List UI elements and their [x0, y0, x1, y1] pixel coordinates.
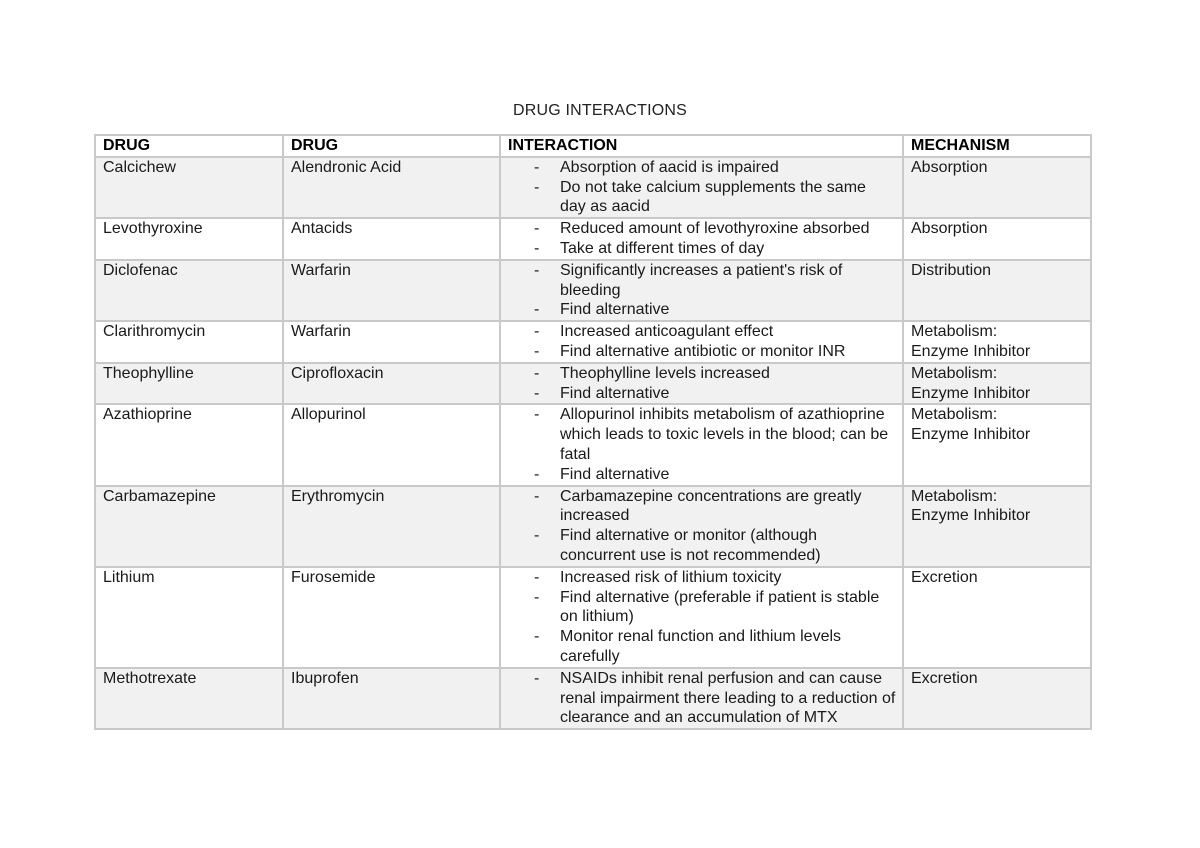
cell-mechanism [903, 668, 1091, 729]
interaction-point: - Increased risk of lithium toxicity [560, 568, 896, 588]
cell-drug-2: Ibuprofen [283, 668, 500, 729]
cell-drug-1: Carbamazepine [95, 486, 283, 567]
header-interaction: INTERACTION [500, 135, 903, 157]
cell-mechanism [903, 363, 1091, 405]
table-row [95, 157, 1091, 218]
mechanism-line: Enzyme Inhibitor [911, 507, 1031, 525]
cell-drug-1: Lithium [95, 567, 283, 668]
interaction-list [508, 669, 896, 728]
interaction-list [508, 261, 896, 320]
interaction-list [508, 568, 896, 667]
cell-drug-2: Alendronic Acid [283, 157, 500, 218]
interaction-list [508, 322, 896, 362]
mechanism-line: Excretion [911, 669, 978, 687]
interaction-point: - Take at different times of day [560, 239, 896, 259]
cell-interaction [500, 404, 903, 485]
table-row [95, 260, 1091, 321]
mechanism-line: Distribution [911, 261, 992, 279]
header-drug-2: DRUG [283, 135, 500, 157]
cell-drug-1: Levothyroxine [95, 218, 283, 260]
cell-drug-2: Allopurinol [283, 404, 500, 485]
mechanism-line: Metabolism: [911, 364, 998, 382]
cell-drug-1: Azathioprine [95, 404, 283, 485]
interaction-list [508, 364, 896, 404]
mechanism-line: Metabolism: [911, 406, 998, 424]
mechanism-line: Enzyme Inhibitor [911, 426, 1031, 444]
mechanism-line: Excretion [911, 568, 978, 586]
cell-interaction [500, 668, 903, 729]
interaction-point: - Find alternative (preferable if patient is stable on lithium) [560, 588, 896, 628]
cell-interaction [500, 218, 903, 260]
table-row [95, 321, 1091, 363]
mechanism-line: Enzyme Inhibitor [911, 342, 1031, 360]
cell-drug-2: Furosemide [283, 567, 500, 668]
cell-interaction [500, 486, 903, 567]
cell-interaction [500, 567, 903, 668]
interaction-point: - NSAIDs inhibit renal perfusion and can cause renal impairment there leading to a reduction of clearance and an accumulation of MTX [560, 669, 896, 728]
table-row [95, 363, 1091, 405]
cell-drug-1: Methotrexate [95, 668, 283, 729]
table-row [95, 218, 1091, 260]
cell-drug-1: Diclofenac [95, 260, 283, 321]
cell-mechanism [903, 404, 1091, 485]
mechanism-line: Enzyme Inhibitor [911, 384, 1031, 402]
interaction-point: - Reduced amount of levothyroxine absorbed [560, 219, 896, 239]
mechanism-line: Absorption [911, 220, 988, 238]
interaction-list [508, 219, 896, 259]
interaction-list [508, 405, 896, 484]
cell-drug-2: Warfarin [283, 321, 500, 363]
interaction-point: - Find alternative [560, 300, 896, 320]
cell-drug-1: Calcichew [95, 157, 283, 218]
interaction-list [508, 158, 896, 217]
cell-mechanism [903, 260, 1091, 321]
interaction-point: - Absorption of aacid is impaired [560, 158, 896, 178]
interaction-point: - Find alternative [560, 465, 896, 485]
page-title: DRUG INTERACTIONS [512, 102, 688, 119]
cell-interaction [500, 157, 903, 218]
table-row [95, 668, 1091, 729]
interaction-point: - Monitor renal function and lithium levels carefully [560, 627, 896, 667]
cell-mechanism [903, 157, 1091, 218]
header-row [95, 135, 1091, 157]
header-mechanism: MECHANISM [903, 135, 1091, 157]
cell-drug-2: Ciprofloxacin [283, 363, 500, 405]
cell-mechanism [903, 321, 1091, 363]
interaction-point: - Allopurinol inhibits metabolism of azathioprine which leads to toxic levels in the blood; can be fatal [560, 405, 896, 464]
interaction-point: - Find alternative [560, 384, 896, 404]
interaction-point: - Find alternative antibiotic or monitor INR [560, 342, 896, 362]
cell-mechanism [903, 486, 1091, 567]
drug-interactions-table [94, 134, 1092, 730]
cell-mechanism [903, 218, 1091, 260]
cell-mechanism [903, 567, 1091, 668]
interaction-point: - Find alternative or monitor (although concurrent use is not recommended) [560, 526, 896, 566]
cell-interaction [500, 260, 903, 321]
table-row [95, 486, 1091, 567]
cell-interaction [500, 363, 903, 405]
cell-drug-1: Clarithromycin [95, 321, 283, 363]
header-drug-1: DRUG [95, 135, 283, 157]
cell-drug-2: Warfarin [283, 260, 500, 321]
mechanism-line: Metabolism: [911, 323, 998, 341]
interaction-point: - Theophylline levels increased [560, 364, 896, 384]
interaction-list [508, 487, 896, 566]
table-row [95, 404, 1091, 485]
cell-drug-1: Theophylline [95, 363, 283, 405]
cell-drug-2: Erythromycin [283, 486, 500, 567]
interaction-point: - Carbamazepine concentrations are greatly increased [560, 487, 896, 527]
interaction-point: - Significantly increases a patient's risk of bleeding [560, 261, 896, 301]
cell-interaction [500, 321, 903, 363]
table-row [95, 567, 1091, 668]
interaction-point: - Increased anticoagulant effect [560, 322, 896, 342]
mechanism-line: Metabolism: [911, 487, 998, 505]
interaction-point: - Do not take calcium supplements the same day as aacid [560, 178, 896, 218]
cell-drug-2: Antacids [283, 218, 500, 260]
mechanism-line: Absorption [911, 158, 988, 176]
